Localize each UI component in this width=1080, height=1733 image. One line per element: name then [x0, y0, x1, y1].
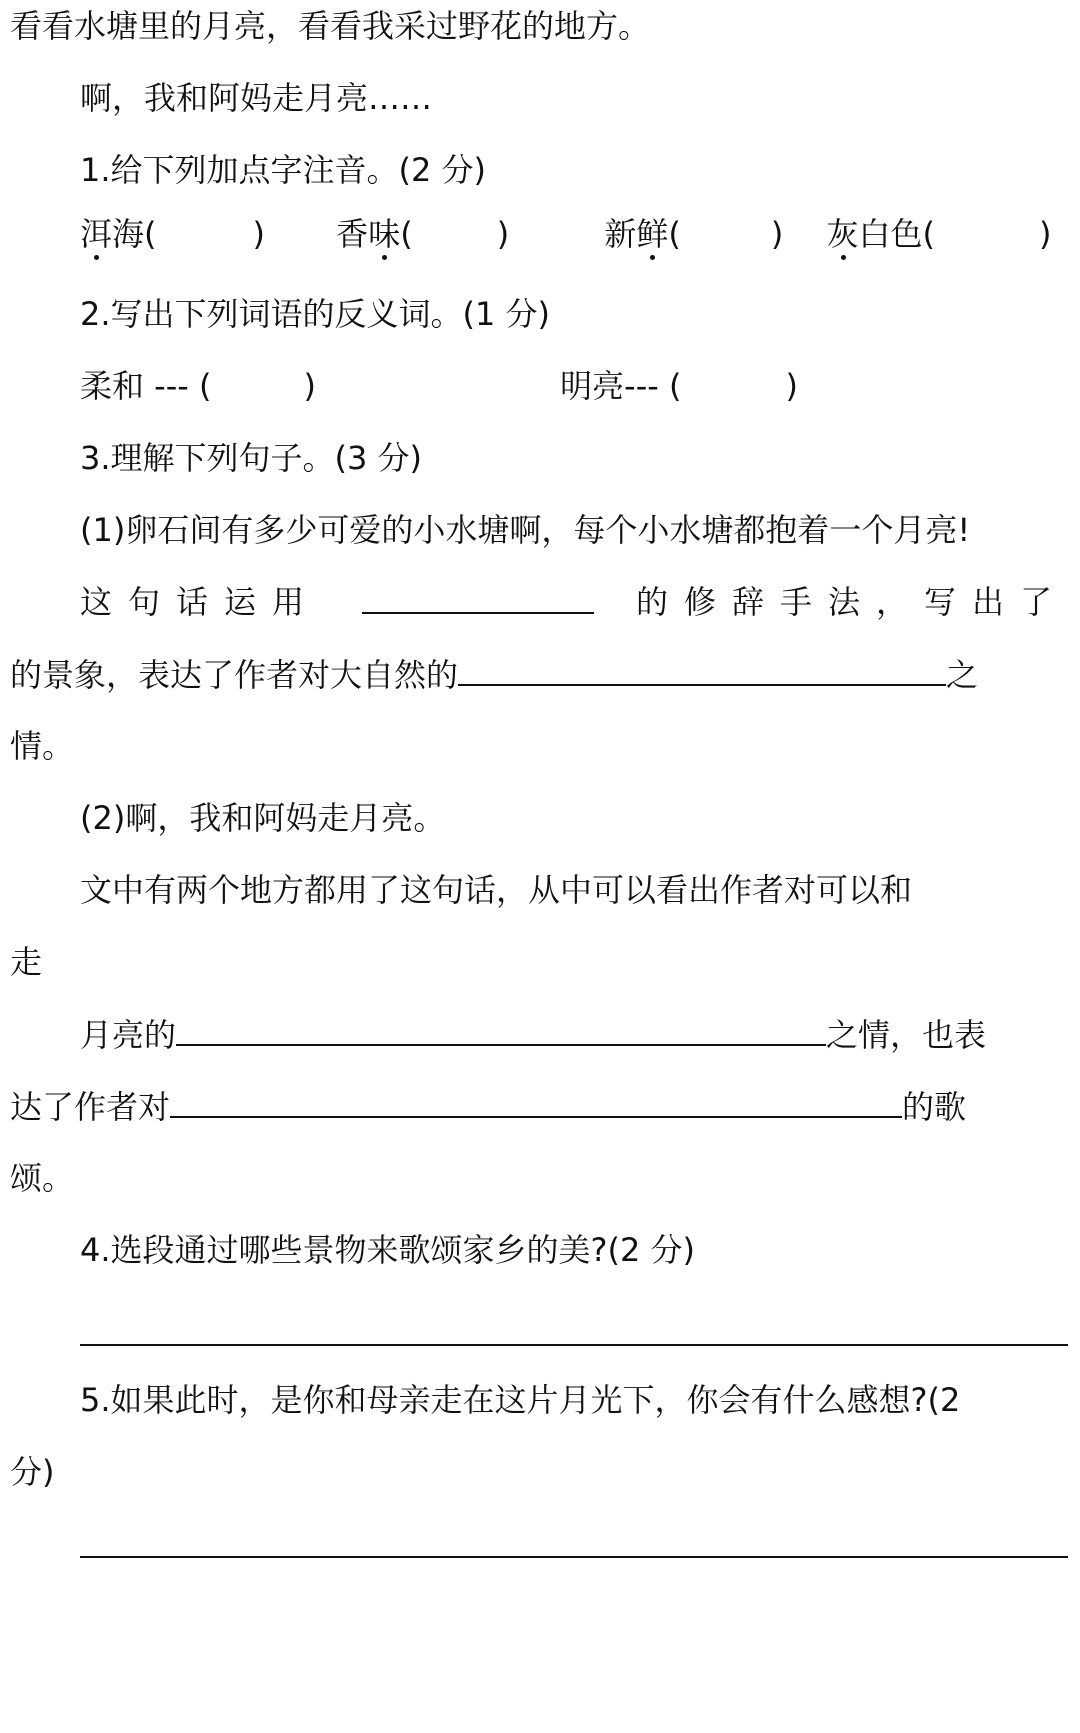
question-3-title: 3.理解下列句子。(3 分): [80, 439, 423, 477]
q3-1b-text-right: 之: [946, 656, 979, 694]
question-3-2-line-c: [80, 1014, 1068, 1055]
question-1-title: 1.给下列加点字注音。(2 分): [80, 151, 487, 189]
antonym-item-2: 明亮--- ( ): [560, 367, 798, 405]
pinyin-item-3: 新鲜( ): [604, 215, 784, 253]
q3-1b-text-left: 的景象，表达了作者对大自然的: [10, 656, 459, 694]
answer-blank-praise[interactable]: [170, 1086, 902, 1118]
question-3-1-line-c: 情。: [10, 727, 75, 765]
question-3-1-sentence: (1)卵石间有多少可爱的小水塘啊，每个小水塘都抱着一个月亮!: [80, 511, 971, 549]
question-3-2-line-a: 文中有两个地方都用了这句话，从中可以看出作者对可以和: [80, 871, 913, 909]
pinyin-item-2: 香味( ): [336, 215, 510, 253]
q3-2c-text-left: 月亮的: [80, 1016, 177, 1054]
question-3-2-line-b: 走: [10, 943, 43, 981]
q3-2d-text-right: 的歌: [902, 1088, 967, 1126]
question-2-items: [80, 366, 1068, 406]
antonym-item-1: 柔和 --- ( ): [80, 367, 316, 405]
question-3-1-line-b: [10, 654, 1068, 695]
question-5-title: 5.如果此时，是你和母亲走在这片月光下，你会有什么感想?(2: [80, 1381, 961, 1419]
q3-1a-text-left: 这句话运用: [80, 583, 321, 621]
question-3-2-line-d: [10, 1086, 1068, 1127]
pinyin-item-4: 灰白色( ): [826, 215, 1052, 253]
question-2-title: 2.写出下列词语的反义词。(1 分): [80, 295, 551, 333]
answer-blank-rhetoric[interactable]: [362, 582, 594, 614]
question-1-items: [80, 214, 1068, 254]
question-5-title-cont: 分): [10, 1453, 55, 1491]
answer-line-q4[interactable]: [80, 1344, 1068, 1346]
answer-blank-feeling[interactable]: [458, 654, 946, 686]
pinyin-item-1: 洱海( ): [80, 215, 265, 253]
question-3-1-line-a: [80, 582, 1068, 622]
answer-line-q5[interactable]: [80, 1556, 1068, 1558]
answer-blank-attitude[interactable]: [176, 1014, 826, 1046]
question-3-2-line-e: 颂。: [10, 1159, 75, 1197]
q3-1a-text-right: 的修辞手法，写出了: [635, 583, 1068, 621]
passage-line-1: 看看水塘里的月亮，看看我采过野花的地方。: [10, 7, 651, 45]
passage-line-2: 啊，我和阿妈走月亮……: [80, 79, 433, 117]
q3-2c-text-right: 之情，也表: [826, 1016, 987, 1054]
question-4-title: 4.选段通过哪些景物来歌颂家乡的美?(2 分): [80, 1231, 696, 1269]
question-3-2-sentence: (2)啊，我和阿妈走月亮。: [80, 799, 446, 837]
q3-2d-text-left: 达了作者对: [10, 1088, 171, 1126]
